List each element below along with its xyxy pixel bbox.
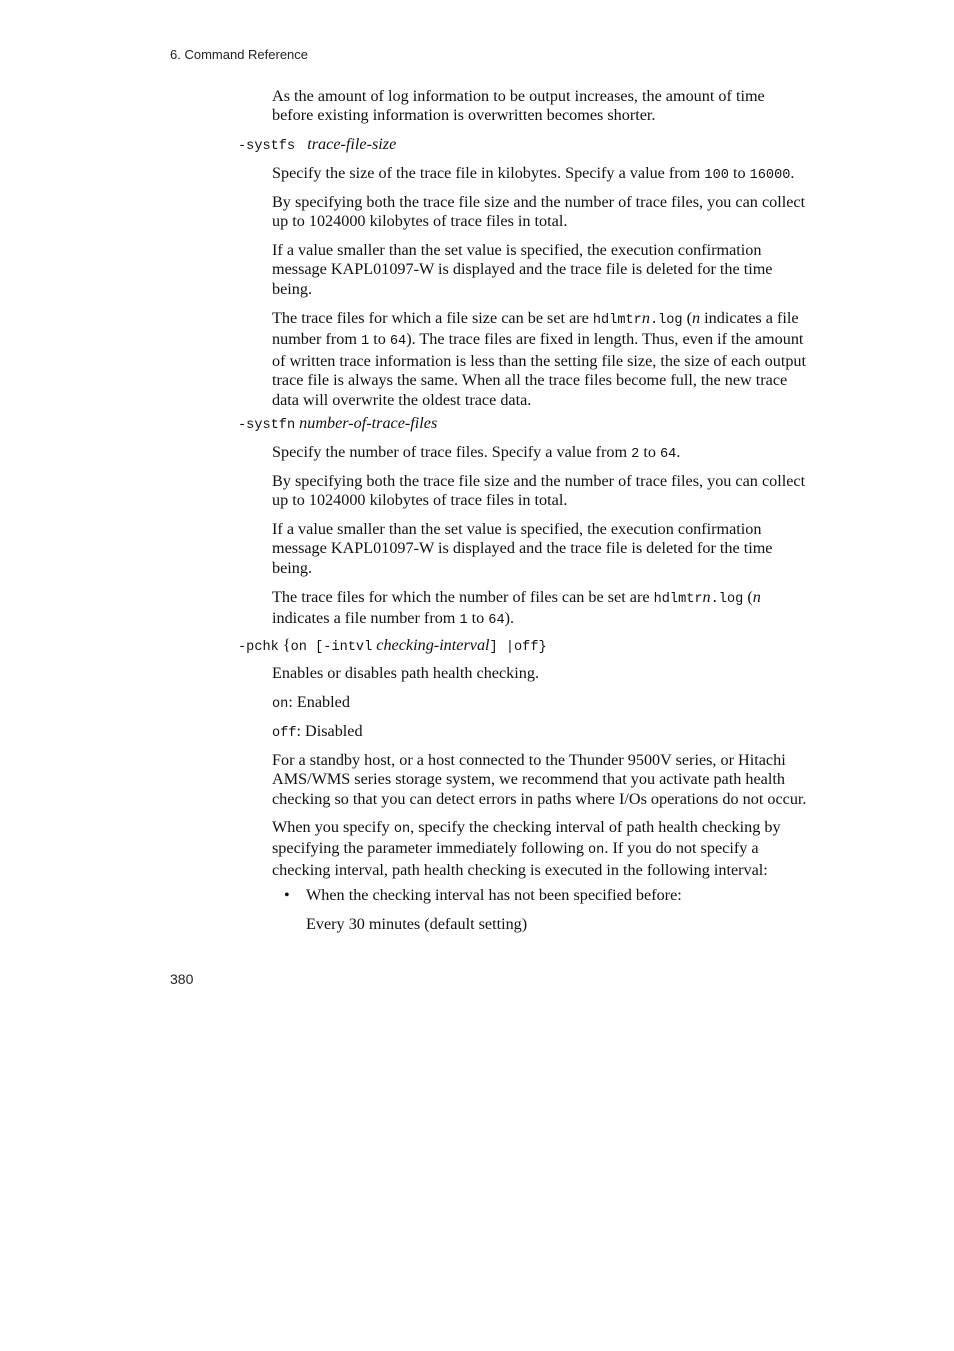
pchk-off-value: [272, 722, 844, 743]
systfn-total-note: [272, 472, 844, 511]
text-run: Specify the size of the trace file in kilobytes. Specify a value from: [272, 164, 705, 182]
text-line: If a value smaller than the set value is specified, the execution confirmation: [272, 241, 762, 259]
intro-paragraph: [272, 87, 844, 126]
text-run: number from: [272, 330, 362, 349]
value-on: on: [272, 697, 289, 712]
text-run: ). The trace files are fixed in length. Thus, even if the amount: [406, 330, 804, 349]
text-line: message KAPL01097-W is displayed and the trace file is deleted for the time: [272, 539, 773, 558]
option-pchk-heading: [238, 636, 547, 657]
text-line: If a value smaller than the set value is specified, the execution confirmation: [272, 520, 762, 538]
value-max: 64: [389, 334, 407, 350]
file-variable: n: [641, 309, 650, 327]
option-argument: number-of-trace-files: [299, 414, 438, 432]
systfs-total-note: [272, 193, 844, 232]
text-run: (: [682, 309, 693, 327]
bullet-subtext: Every 30 minutes (default setting): [306, 915, 528, 933]
text-run: , specify the checking interval of path health checking by: [410, 818, 781, 836]
text-line: Enables or disables path health checking.: [272, 664, 540, 682]
option-systfs-heading: [238, 135, 396, 156]
bullet-item: When the checking interval has not been specified before:: [306, 886, 682, 904]
text-line: checking interval, path health checking is executed in the following interval:: [272, 860, 768, 879]
value-min: 1: [361, 334, 370, 350]
text-run: specifying the parameter immediately following: [272, 839, 589, 858]
file-extension: .log: [649, 313, 683, 328]
option-name: -pchk: [238, 640, 279, 655]
text-run: to: [639, 443, 660, 461]
text-run: : Disabled: [296, 722, 363, 740]
text-run: indicates a file: [700, 309, 799, 327]
pchk-on-value: [272, 693, 844, 714]
text-line: of written trace information is less than the setting file size, the size of each output: [272, 351, 807, 370]
text-run: Specify the number of trace files. Specify a value from: [272, 443, 632, 461]
sub-option-intvl: -intvl: [323, 640, 373, 655]
text-run: to: [369, 330, 390, 349]
text-line: As the amount of log information to be output increases, the amount of time: [272, 87, 765, 105]
option-argument: checking-interval: [372, 636, 490, 654]
text-run: to: [467, 609, 489, 628]
text-line: before existing information is overwritten becomes shorter.: [272, 106, 656, 125]
text-line: By specifying both the trace file size and the number of trace files, you can collect: [272, 472, 806, 490]
text-run: The trace files for which the number of files can be set are: [272, 588, 654, 606]
value-max: 64: [660, 447, 677, 462]
systfs-smaller-value-note: [272, 241, 844, 299]
variable-n: n: [692, 309, 701, 327]
syntax-bracket: [: [306, 640, 324, 655]
text-line: up to 1024000 kilobytes of trace files in total.: [272, 491, 568, 510]
value-on: on: [588, 843, 605, 859]
text-line: up to 1024000 kilobytes of trace files in total.: [272, 212, 568, 231]
pchk-interval-note: [272, 818, 844, 880]
bullet-icon: •: [284, 886, 290, 904]
text-line: By specifying both the trace file size and the number of trace files, you can collect: [272, 193, 806, 211]
text-run: The trace files for which a file size can be set are: [272, 309, 593, 327]
value-max: 64: [488, 613, 505, 629]
text-run: .: [676, 443, 681, 461]
option-name: -systfn: [238, 418, 296, 433]
file-name: hdlmtr: [592, 313, 642, 328]
text-line: being.: [272, 558, 313, 577]
value-on: on: [393, 822, 411, 837]
variable-n: n: [752, 588, 761, 606]
value-on: on: [290, 640, 307, 655]
systfn-smaller-value-note: [272, 520, 844, 578]
text-line: checking so that you can detect errors in paths where I/Os operations do not occur.: [272, 789, 807, 808]
text-line: For a standby host, or a host connected to the Thunder 9500V series, or Hitachi: [272, 751, 786, 769]
text-line: trace file is always the same. When all the trace files become full, the new trace: [272, 371, 788, 390]
text-run: .: [790, 164, 795, 182]
pchk-recommendation: [272, 751, 844, 809]
systfn-trace-files-note: [272, 588, 844, 631]
option-name: -systfs: [238, 139, 296, 154]
text-run: ).: [504, 609, 515, 628]
text-line: being.: [272, 279, 313, 298]
systfs-size-range: [272, 164, 844, 185]
page-number: 380: [170, 971, 194, 987]
value-off: off: [272, 726, 297, 741]
file-variable: n: [702, 588, 711, 606]
systfs-trace-files-note: [272, 309, 844, 410]
file-name: hdlmtr: [653, 592, 703, 607]
syntax-brace: {: [278, 636, 291, 654]
value-min: 1: [459, 613, 468, 629]
pchk-description: [272, 664, 844, 683]
file-extension: .log: [710, 592, 744, 607]
text-run: . If you do not specify a: [604, 839, 759, 858]
text-run: indicates a file number from: [272, 609, 460, 628]
value-max: 16000: [749, 168, 791, 183]
option-systfn-heading: [238, 414, 437, 435]
text-line: data will overwrite the oldest trace data.: [272, 390, 532, 409]
text-run: (: [743, 588, 753, 606]
running-header: 6. Command Reference: [170, 47, 309, 62]
option-argument: trace-file-size: [307, 135, 397, 153]
value-min: 2: [631, 447, 640, 462]
text-run: When you specify: [272, 818, 394, 836]
systfn-count-range: [272, 443, 844, 464]
value-min: 100: [704, 168, 729, 183]
syntax-tail: ] |off}: [489, 640, 547, 655]
text-line: message KAPL01097-W is displayed and the trace file is deleted for the time: [272, 260, 773, 279]
text-run: : Enabled: [288, 693, 350, 711]
text-line: AMS/WMS series storage system, we recommend that you activate path health: [272, 770, 785, 789]
text-run: to: [728, 164, 750, 182]
